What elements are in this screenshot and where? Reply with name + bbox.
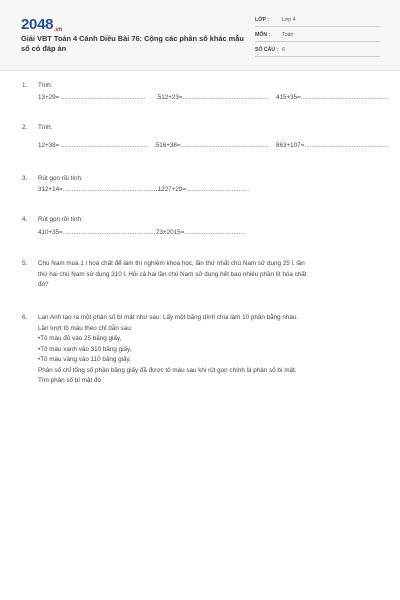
question-text: Rút gọn rồi tính: (38, 175, 83, 182)
logo-main: 2048 (21, 16, 54, 33)
question-line: Lan Anh tạo ra một phân số bí mật như sau: Lấy một băng dính chia làm 10 phần bằng nhau. (38, 314, 299, 321)
meta-count-label: SỐ CÂU : (255, 47, 279, 53)
answer-blank[interactable]: 863+107=................................................ (276, 142, 389, 149)
meta-subject-label: MÔN : (255, 32, 271, 38)
question-text (38, 259, 382, 291)
question-text: Tính: (38, 124, 53, 131)
question-line: •Tô màu xanh vào 310 băng giấy, (38, 345, 132, 353)
answer-blank[interactable]: 73+2015=................................... (156, 229, 246, 236)
logo-suffix: .vn (54, 27, 62, 33)
answer-blank[interactable]: .516+38=.................................................. (154, 142, 269, 149)
question-number: 6. (22, 314, 28, 321)
meta-count-value: 6 (282, 47, 285, 53)
question-line: Phân số chỉ tổng số phần băng giấy đã được tô màu sau khi rút gọn chính là phân số bí mật. (38, 366, 297, 374)
meta-count-row (255, 45, 380, 57)
document-header (0, 0, 400, 70)
divider (255, 56, 380, 57)
answer-blank[interactable]: 13+29=................................................. (38, 94, 146, 101)
answer-blank[interactable]: 12+38=................................................... (38, 142, 149, 149)
question-line: Lần lượt tô màu theo chỉ dẫn sau: (38, 324, 133, 332)
question-number: 1. (22, 82, 28, 89)
question-line: Tìm phân số bí mật đó (38, 377, 101, 384)
meta-class-label: LỚP : (255, 17, 270, 23)
question-text (38, 313, 382, 387)
question-number: 2. (22, 124, 28, 131)
answer-blank[interactable]: 415+35=.................................................. (276, 94, 389, 101)
meta-subject-value: Toán (282, 32, 294, 38)
answer-blank[interactable]: 410+35=........................................................... (38, 229, 167, 236)
divider (255, 41, 380, 42)
question-number: 5. (22, 260, 28, 267)
question-line: •Tô màu đỏ vào 25 băng giấy, (38, 335, 122, 342)
document-title: Giải VBT Toán 4 Cánh Diều Bài 76: Cộng các phân số khác mẫu số có đáp án (21, 34, 244, 53)
site-logo[interactable] (21, 16, 62, 33)
question-number: 4. (22, 216, 28, 223)
question-text: Tính: (38, 82, 53, 89)
question-text: Rút gọn rồi tính: (38, 216, 83, 223)
answer-blank[interactable]: .1227+29=.................................... (156, 186, 250, 193)
meta-class-row (255, 15, 380, 27)
answer-blank[interactable]: 312+14=........................................................ (38, 186, 161, 193)
question-line: đó? (38, 281, 49, 288)
question-line: •Tô màu vàng vào 110 băng giấy. (38, 356, 131, 363)
meta-class-value: Lớp 4 (282, 17, 296, 23)
divider (255, 26, 380, 27)
question-line: thứ hai chú Nam sử dụng 310 l. Hỏi cả hai lần chú Nam sử dụng hết bao nhiêu phần lít hóa chất (38, 270, 307, 278)
header-divider (0, 70, 400, 71)
meta-subject-row (255, 30, 380, 42)
question-number: 3. (22, 175, 28, 182)
answer-blank[interactable]: .512+23=................................................. (156, 94, 269, 101)
question-line: Chú Nam mua 1 l hoá chất để làm thí nghiệm khoa học, lần thứ nhất chú Nam sử dụng 25 l, lần (38, 260, 305, 267)
